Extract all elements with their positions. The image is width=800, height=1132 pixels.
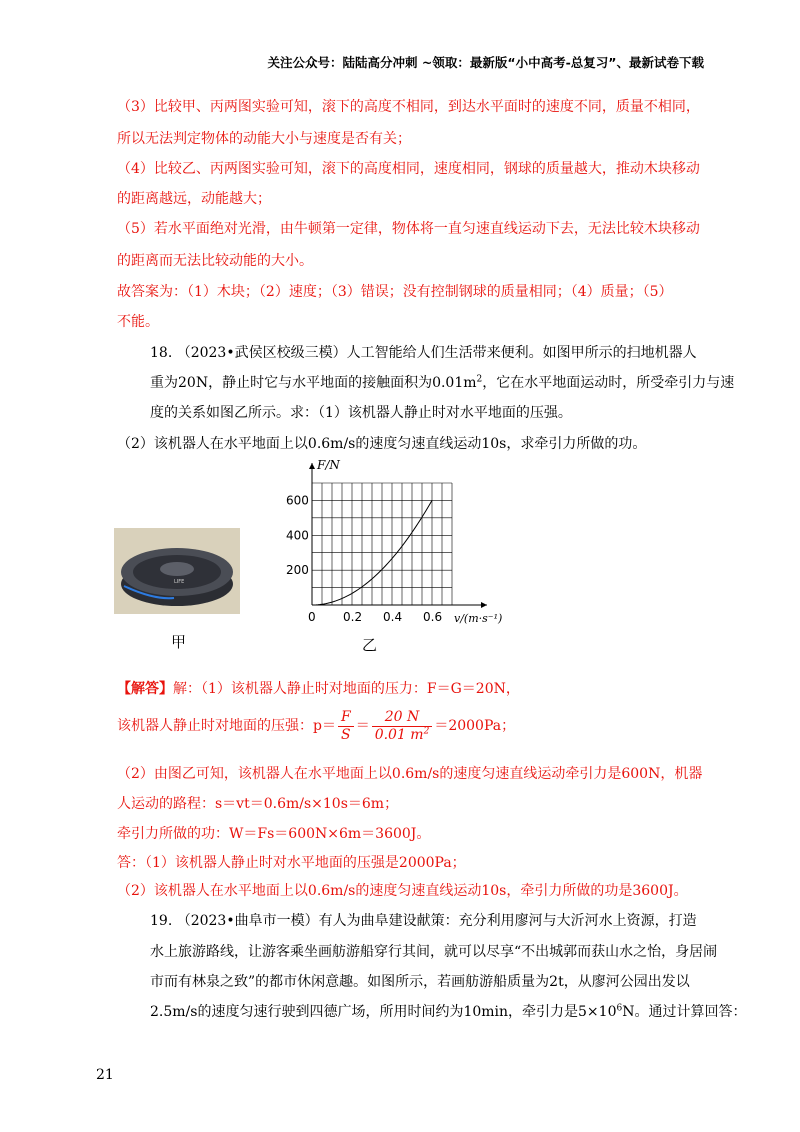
solution-line-4: 牵引力所做的功：W＝Fs＝600N×6m＝3600J。 [117, 826, 431, 842]
page-number: 21 [96, 1067, 114, 1083]
question-18-line-1: 18. （2023•武侯区校级三模）人工智能给人们生活带来便利。如图甲所示的扫地机器人 [150, 345, 697, 361]
question-18-line-3: 度的关系如图乙所示。求：（1）该机器人静止时对水平地面的压强。 [150, 405, 572, 421]
answer-line-4b: 的距离越远，动能越大； [117, 191, 271, 207]
question-18-line-2: 重为20N，静止时它与水平地面的接触面积为$0.01m^2$，它在水平地面运动时，所受牵引力与速 [150, 374, 735, 391]
solution-line-3a: （2）由图乙可知，该机器人在水平地面上以0.6m/s的速度匀速直线运动牵引力是600N，机器 [117, 766, 703, 782]
solution-line-1: 【解答】解：（1）该机器人静止时对地面的压力：F＝G＝20N， [117, 681, 520, 697]
x-tick-label: 0.6 [423, 610, 443, 624]
question-19-line-2: 水上旅游路线，让游客乘坐画舫游船穿行其间，就可以尽享“不出城郭而获山水之怡，身居闹 [150, 944, 718, 960]
chart-ticks [286, 493, 442, 624]
robot-vacuum-photo [114, 528, 240, 614]
y-tick-label: 400 [286, 528, 309, 543]
answer-line-4a: （4）比较乙、丙两图实验可知，滚下的高度相同，速度相同，钢球的质量越大，推动木块移动 [117, 161, 700, 177]
question-18-line-4: （2）该机器人在水平地面上以0.6m/s的速度匀速直线运动10s，求牵引力所做的功。 [117, 436, 647, 452]
chart-x-label: v/(m·s⁻¹) [454, 612, 503, 625]
x-tick-label: 0.4 [383, 610, 403, 624]
page-header: 关注公众号：陆陆高分冲刺 ~领取：最新版“小中高考-总复习”、最新试卷下载 [267, 55, 704, 70]
caption-jia: 甲 [171, 633, 187, 651]
y-tick-label: 600 [286, 493, 309, 508]
answer-line-5a: （5）若水平面绝对光滑，由牛顿第一定律，物体将一直匀速直线运动下去，无法比较木块移动 [117, 221, 700, 237]
answer-summary-a: 故答案为：（1）木块；（2）速度；（3）错误；没有控制钢球的质量相同；（4）质量；（5） [117, 284, 673, 300]
force-velocity-chart [272, 455, 522, 625]
y-tick-label: 200 [286, 563, 309, 578]
solution-line-2: 该机器人静止时对地面的压强：p＝ $\frac{F}{S}$ ＝ $\frac{20 N}{0.01 m^2}$ ＝2000Pa； [117, 708, 516, 743]
question-19-line-3: 市而有林泉之致”的都市休闲意趣。如图所示，若画舫游船质量为2t，从廖河公园出发以 [150, 974, 690, 990]
x-axis-arrow [481, 602, 487, 608]
x-tick-label: 0 [308, 610, 316, 624]
x-tick-label: 0.2 [343, 610, 363, 624]
answer-line-3b: 所以无法判定物体的动能大小与速度是否有关； [117, 131, 411, 147]
y-axis-arrow [309, 463, 315, 469]
chart-y-label: F/N [317, 458, 340, 472]
question-19-line-1: 19. （2023•曲阜市一模）有人为曲阜建设献策：充分利用廖河与大沂河水上资源，打造 [150, 913, 697, 929]
solution-answer-1: 答：（1）该机器人静止时对水平地面的压强是2000Pa； [117, 855, 466, 871]
answer-line-5b: 的距离而无法比较动能的大小。 [117, 253, 313, 269]
question-19-line-4: 2.5m/s的速度匀速行驶到四德广场，所用时间约为10min，牵引力是$5\times 10^6N$。通过计算回答： [150, 1003, 747, 1020]
answer-summary-b: 不能。 [117, 314, 159, 330]
caption-yi: 乙 [362, 636, 378, 654]
photo-brand-text: LIFE [174, 579, 185, 585]
solution-line-3b: 人运动的路程：s＝vt＝0.6m/s×10s＝6m； [117, 796, 399, 812]
answer-line-3a: （3）比较甲、丙两图实验可知，滚下的高度不相同，到达水平面时的速度不同，质量不相同， [117, 99, 700, 115]
solution-answer-2: （2）该机器人在水平地面上以0.6m/s的速度匀速直线运动10s，牵引力所做的功是3600J。 [117, 883, 688, 899]
